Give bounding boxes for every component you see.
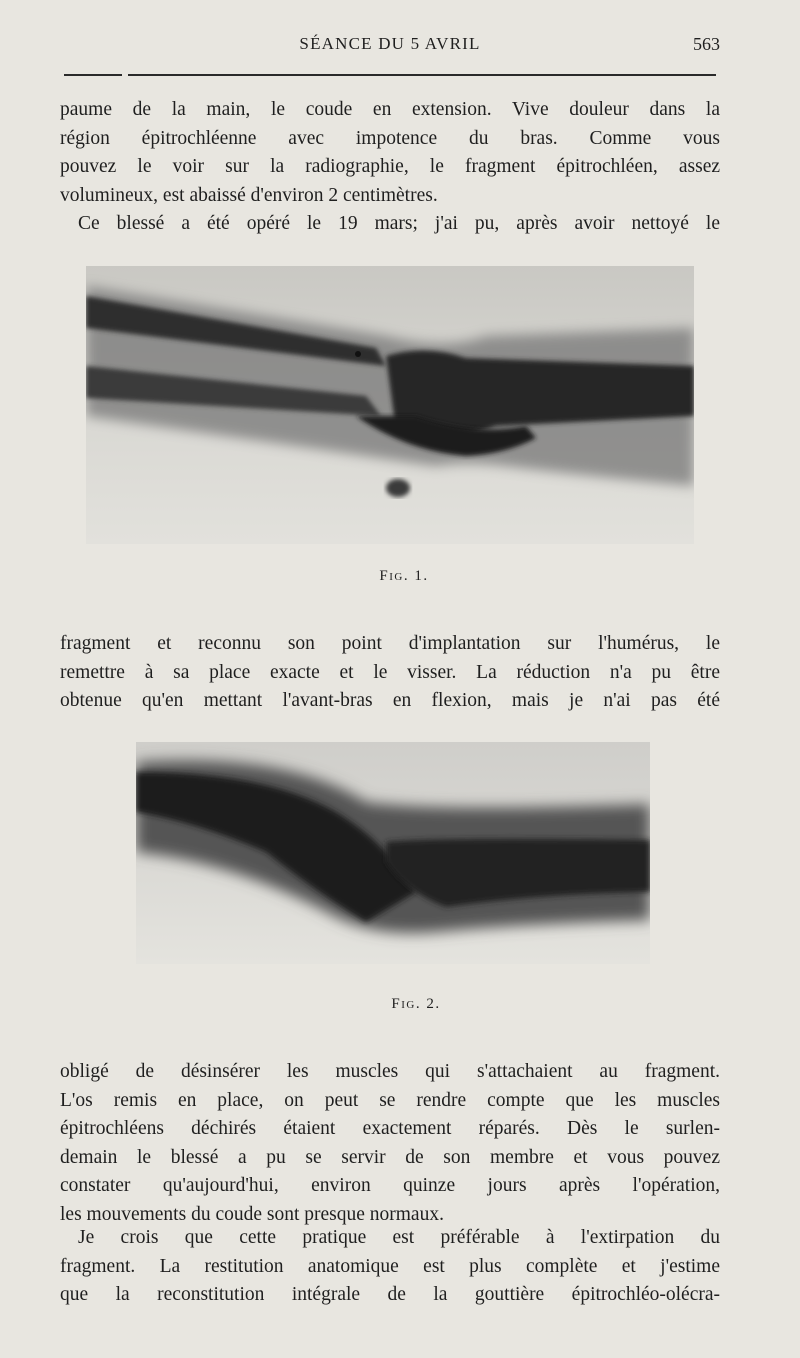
paragraph-2 — [60, 210, 720, 239]
text-line: obtenue qu'en mettant l'avant-bras en flexion, mais je n'ai pas été — [60, 690, 720, 712]
text-line: demain le blessé a pu se servir de son membre et vous pouvez — [60, 1146, 720, 1168]
figure-1-caption: Fig. 1. — [379, 568, 429, 584]
running-title: SÉANCE DU 5 AVRIL — [299, 34, 481, 53]
text-line: Je crois que cette pratique est préférable à l'extirpation du — [78, 1227, 720, 1248]
text-line: paume de la main, le coude en extension. Vive douleur dans la — [60, 99, 720, 120]
text-line: région épitrochléenne avec impotence du bras. Comme vous — [60, 127, 720, 149]
text-line: que la reconstitution intégrale de la gouttière épitrochléo-olécra- — [60, 1284, 720, 1306]
header-rule-left — [64, 74, 122, 76]
figure-2-caption: Fig. 2. — [391, 996, 441, 1012]
text-line: fragment. La restitution anatomique est plus complète et j'estime — [60, 1255, 720, 1277]
text-line: obligé de désinsérer les muscles qui s'attachaient au fragment. — [60, 1061, 720, 1082]
figure-1-radiograph — [86, 266, 694, 544]
radiograph-elbow-extension — [86, 266, 694, 544]
paragraph-5 — [60, 1224, 720, 1310]
text-line: les mouvements du coude sont presque normaux. — [60, 1203, 444, 1225]
page-number: 563 — [693, 34, 720, 54]
paragraph-1 — [60, 96, 720, 210]
radiograph-elbow-flexion — [136, 742, 650, 964]
page-header — [60, 34, 720, 58]
figure-2-radiograph — [136, 742, 650, 964]
text-line: remettre à sa place exacte et le visser. La réduction n'a pu être — [60, 661, 720, 683]
text-line: pouvez le voir sur la radiographie, le fragment épitrochléen, assez — [60, 156, 720, 178]
text-line: épitrochléens déchirés étaient exactement réparés. Dès le surlen- — [60, 1118, 720, 1140]
text-line: constater qu'aujourd'hui, environ quinze jours après l'opération, — [60, 1175, 720, 1197]
paragraph-3 — [60, 630, 720, 716]
header-rule — [128, 74, 716, 76]
text-line: Ce blessé a été opéré le 19 mars; j'ai pu, après avoir nettoyé le — [78, 213, 720, 234]
text-line: L'os remis en place, on peut se rendre compte que les muscles — [60, 1089, 720, 1111]
text-line: fragment et reconnu son point d'implantation sur l'humérus, le — [60, 633, 720, 654]
paragraph-4 — [60, 1058, 720, 1230]
text-line: volumineux, est abaissé d'environ 2 centimètres. — [60, 184, 438, 206]
